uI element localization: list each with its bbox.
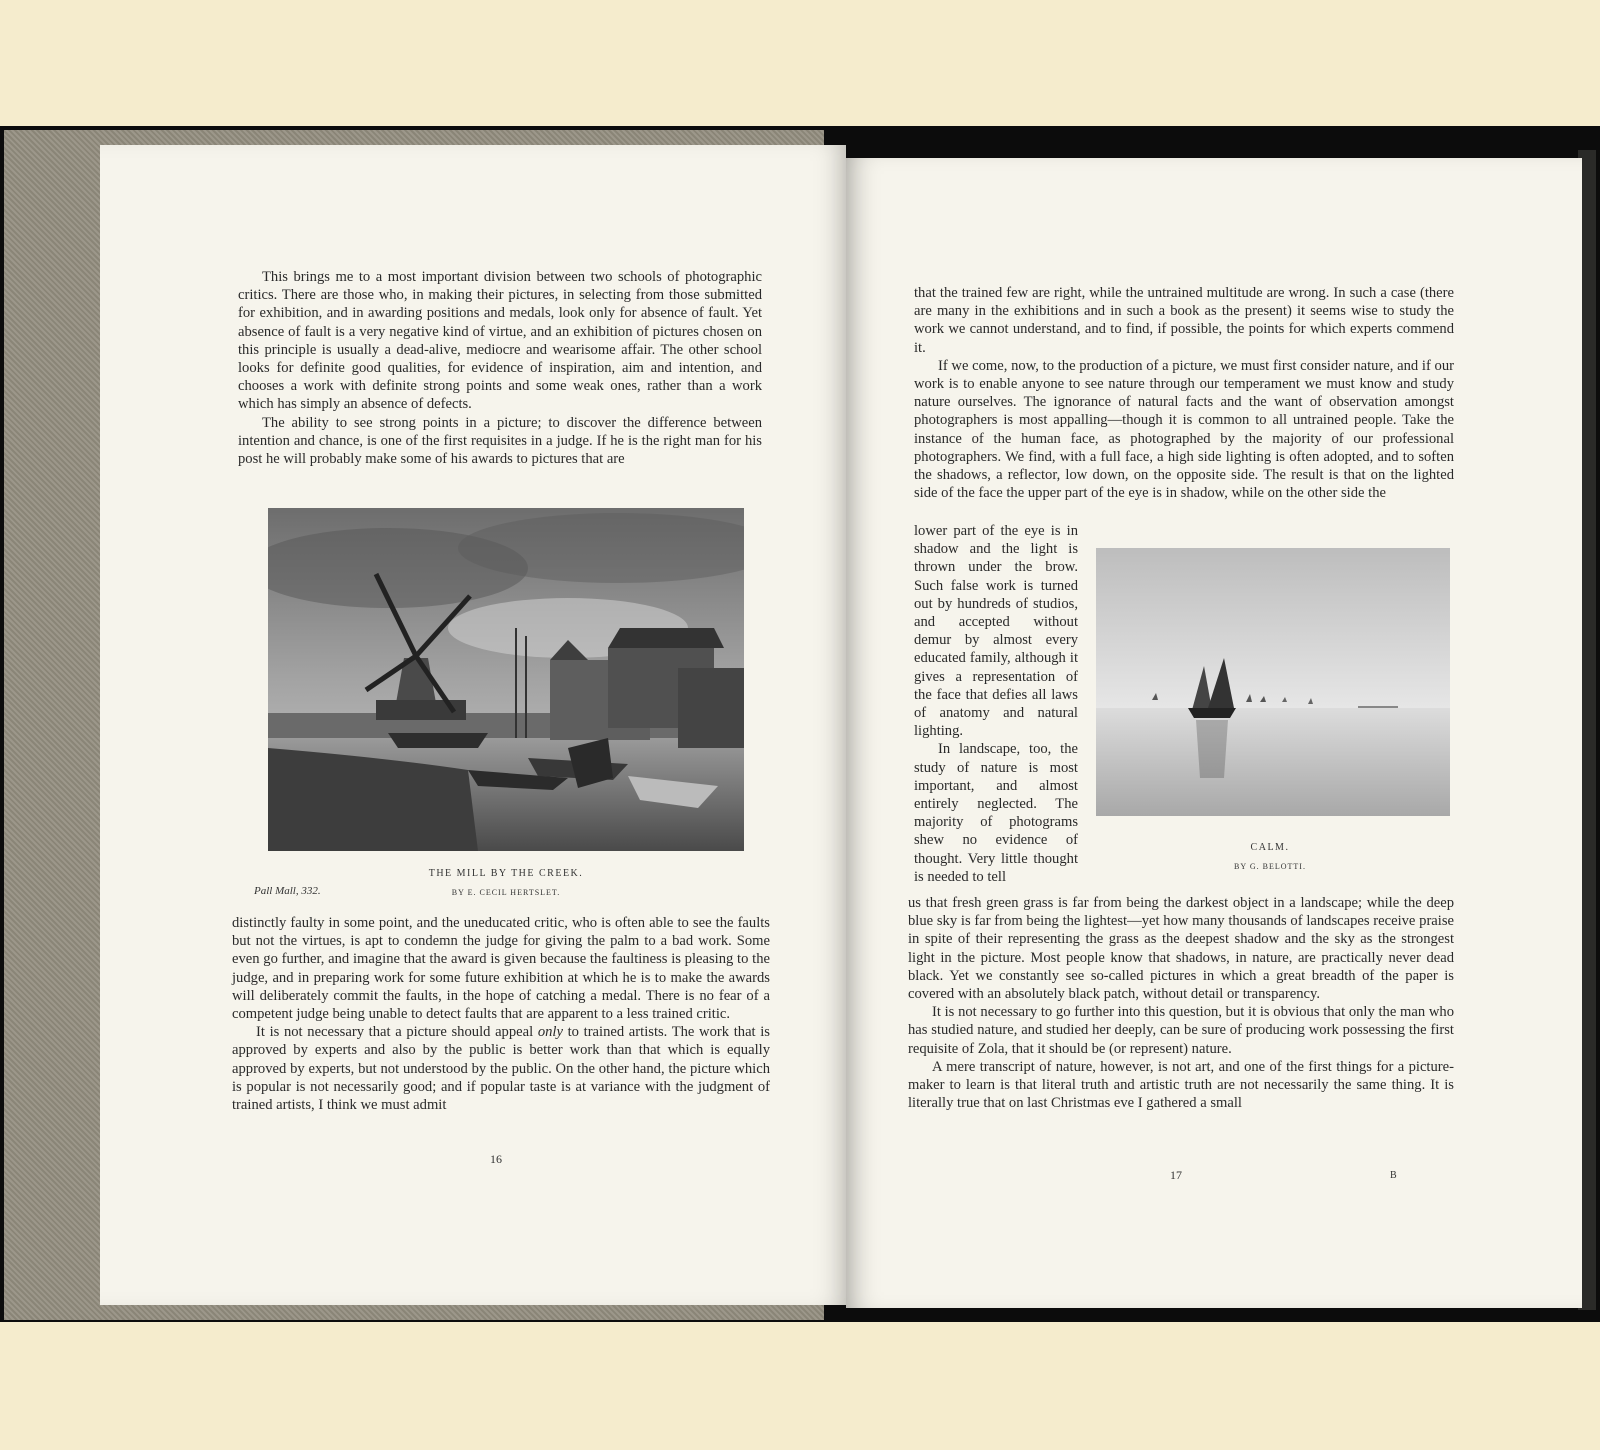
paragraph: lower part of the eye is in shadow and the light is thrown under the brow. Such false work is turned out by hundreds of studios, and accepted without demur by almost every educated family, although it gives a representation of the face that defies all laws of anatomy and natural lighting. xyxy=(914,523,1078,740)
right-text-bottom xyxy=(908,894,1454,1112)
windmill-image xyxy=(268,508,744,851)
plate-title: CALM. xyxy=(1250,842,1290,853)
paragraph: If we come, now, to the production of a picture, we must first consider nature, and if our work is to enable anyone to see nature through our temperament we must know and study nature ourselves. The ignorance of natural facts and the want of observation amongst photographers is most appalling—though it is common to all untrained people. Take the instance of the human face, as photographed by the majority of our professional photographers. We find, with a full face, a high side lighting is often adopted, and to soften the shadows, a reflector, low down, on the opposite side. The result is that on the lighted side of the face the upper part of the eye is in shadow, while on the other side the xyxy=(914,357,1454,502)
calm-caption xyxy=(1180,842,1360,871)
mill-caption xyxy=(368,868,644,897)
plate-credit: BY G. BELOTTI. xyxy=(1234,862,1306,871)
paragraph: The ability to see strong points in a picture; to discover the difference between intention and chance, is one of the first requisites in a judge. If he is the right man for his post he will probably make some of his awards to pictures that are xyxy=(238,414,762,468)
calm-photograph xyxy=(1096,548,1450,816)
paragraph: us that fresh green grass is far from being the darkest object in a landscape; while the deep blue sky is far from being the lightest—yet how many thousands of landscapes receive praise in spite of their representing the grass as the deepest shadow and the sky as the strongest light in the picture. Most people know that shadows, in nature, are practically never dead black. Yet we constantly see so-called pictures in which a great breadth of the paper is covered with an absolutely black patch, without detail or transparency. xyxy=(908,895,1454,1003)
paragraph: A mere transcript of nature, however, is not art, and one of the first things for a picture-maker to learn is that literal truth and artistic truth are not necessarily the same thing. It is literally true that on last Christmas eve I gathered a small xyxy=(908,1058,1454,1112)
paragraph: distinctly faulty in some point, and the uneducated critic, who is often able to see the faults but not the virtues, is apt to condemn the judge for giving the palm to a bad work. Some even go further, and imagine that the award is given because the faultiness is pleasing to the judge, and in preparing work for some future exhibition at which he is to make the awards will deliberately commit the faults, in the hope of catching a medal. There is no fear of a competent judge being unable to detect faults that are apparent to a less trained critic. xyxy=(232,915,770,1023)
paragraph: It is not necessary that a picture should appeal only to trained artists. The work that is approved by experts and also by the public is better work than that which is equally approved by experts, but not understood by the public. On the other hand, the picture which is popular is not necessarily good; and if popular taste is at variance with the judgment of trained artists, I think we must admit xyxy=(232,1024,770,1114)
paragraph: It is not necessary to go further into this question, but it is obvious that only the man who has studied nature, and studied her deeply, can be sure of producing work possessing the first requisite of Zola, that it should be (or represent) nature. xyxy=(908,1004,1454,1057)
left-text-top xyxy=(238,268,762,468)
plate-note: Pall Mall, 332. xyxy=(254,885,321,897)
paragraph: that the trained few are right, while the untrained multitude are wrong. In such a case (there are many in the exhibitions and in such a book as the present) it seems wise to study the work we cannot understand, and to find, if possible, the points for which experts commend it. xyxy=(914,285,1454,356)
left-text-bottom xyxy=(232,914,770,1114)
sailing-boat-image xyxy=(1096,548,1450,816)
signature-mark: B xyxy=(1390,1170,1397,1181)
paragraph: This brings me to a most important division between two schools of photographic critics. There are those who, in making their pictures, in selecting from those submitted for exhibition, and in awarding positions and medals, look only for absence of fault. Yet absence of fault is a very negative kind of virtue, and an exhibition of pictures chosen on this principle is usually a dead-alive, mediocre and wearisome affair. The other school looks for definite good qualities, for evidence of inspiration, aim and intention, and chooses a work with definite strong points and some weak ones, rather than a work which has simply an absence of defects. xyxy=(238,269,762,413)
plate-credit: BY E. CECIL HERTSLET. xyxy=(451,888,561,897)
page-number-left: 16 xyxy=(490,1152,502,1166)
mill-photograph xyxy=(268,508,744,851)
plate-title: THE MILL BY THE CREEK. xyxy=(428,868,584,879)
right-text-top xyxy=(914,284,1454,502)
paragraph: In landscape, too, the study of nature is most important, and almost entirely neglected. The majority of photograms shew no evidence of thought. Very little thought is needed to tell xyxy=(914,741,1078,885)
page-number-right: 17 xyxy=(1170,1168,1182,1182)
right-text-narrow xyxy=(914,522,1078,886)
